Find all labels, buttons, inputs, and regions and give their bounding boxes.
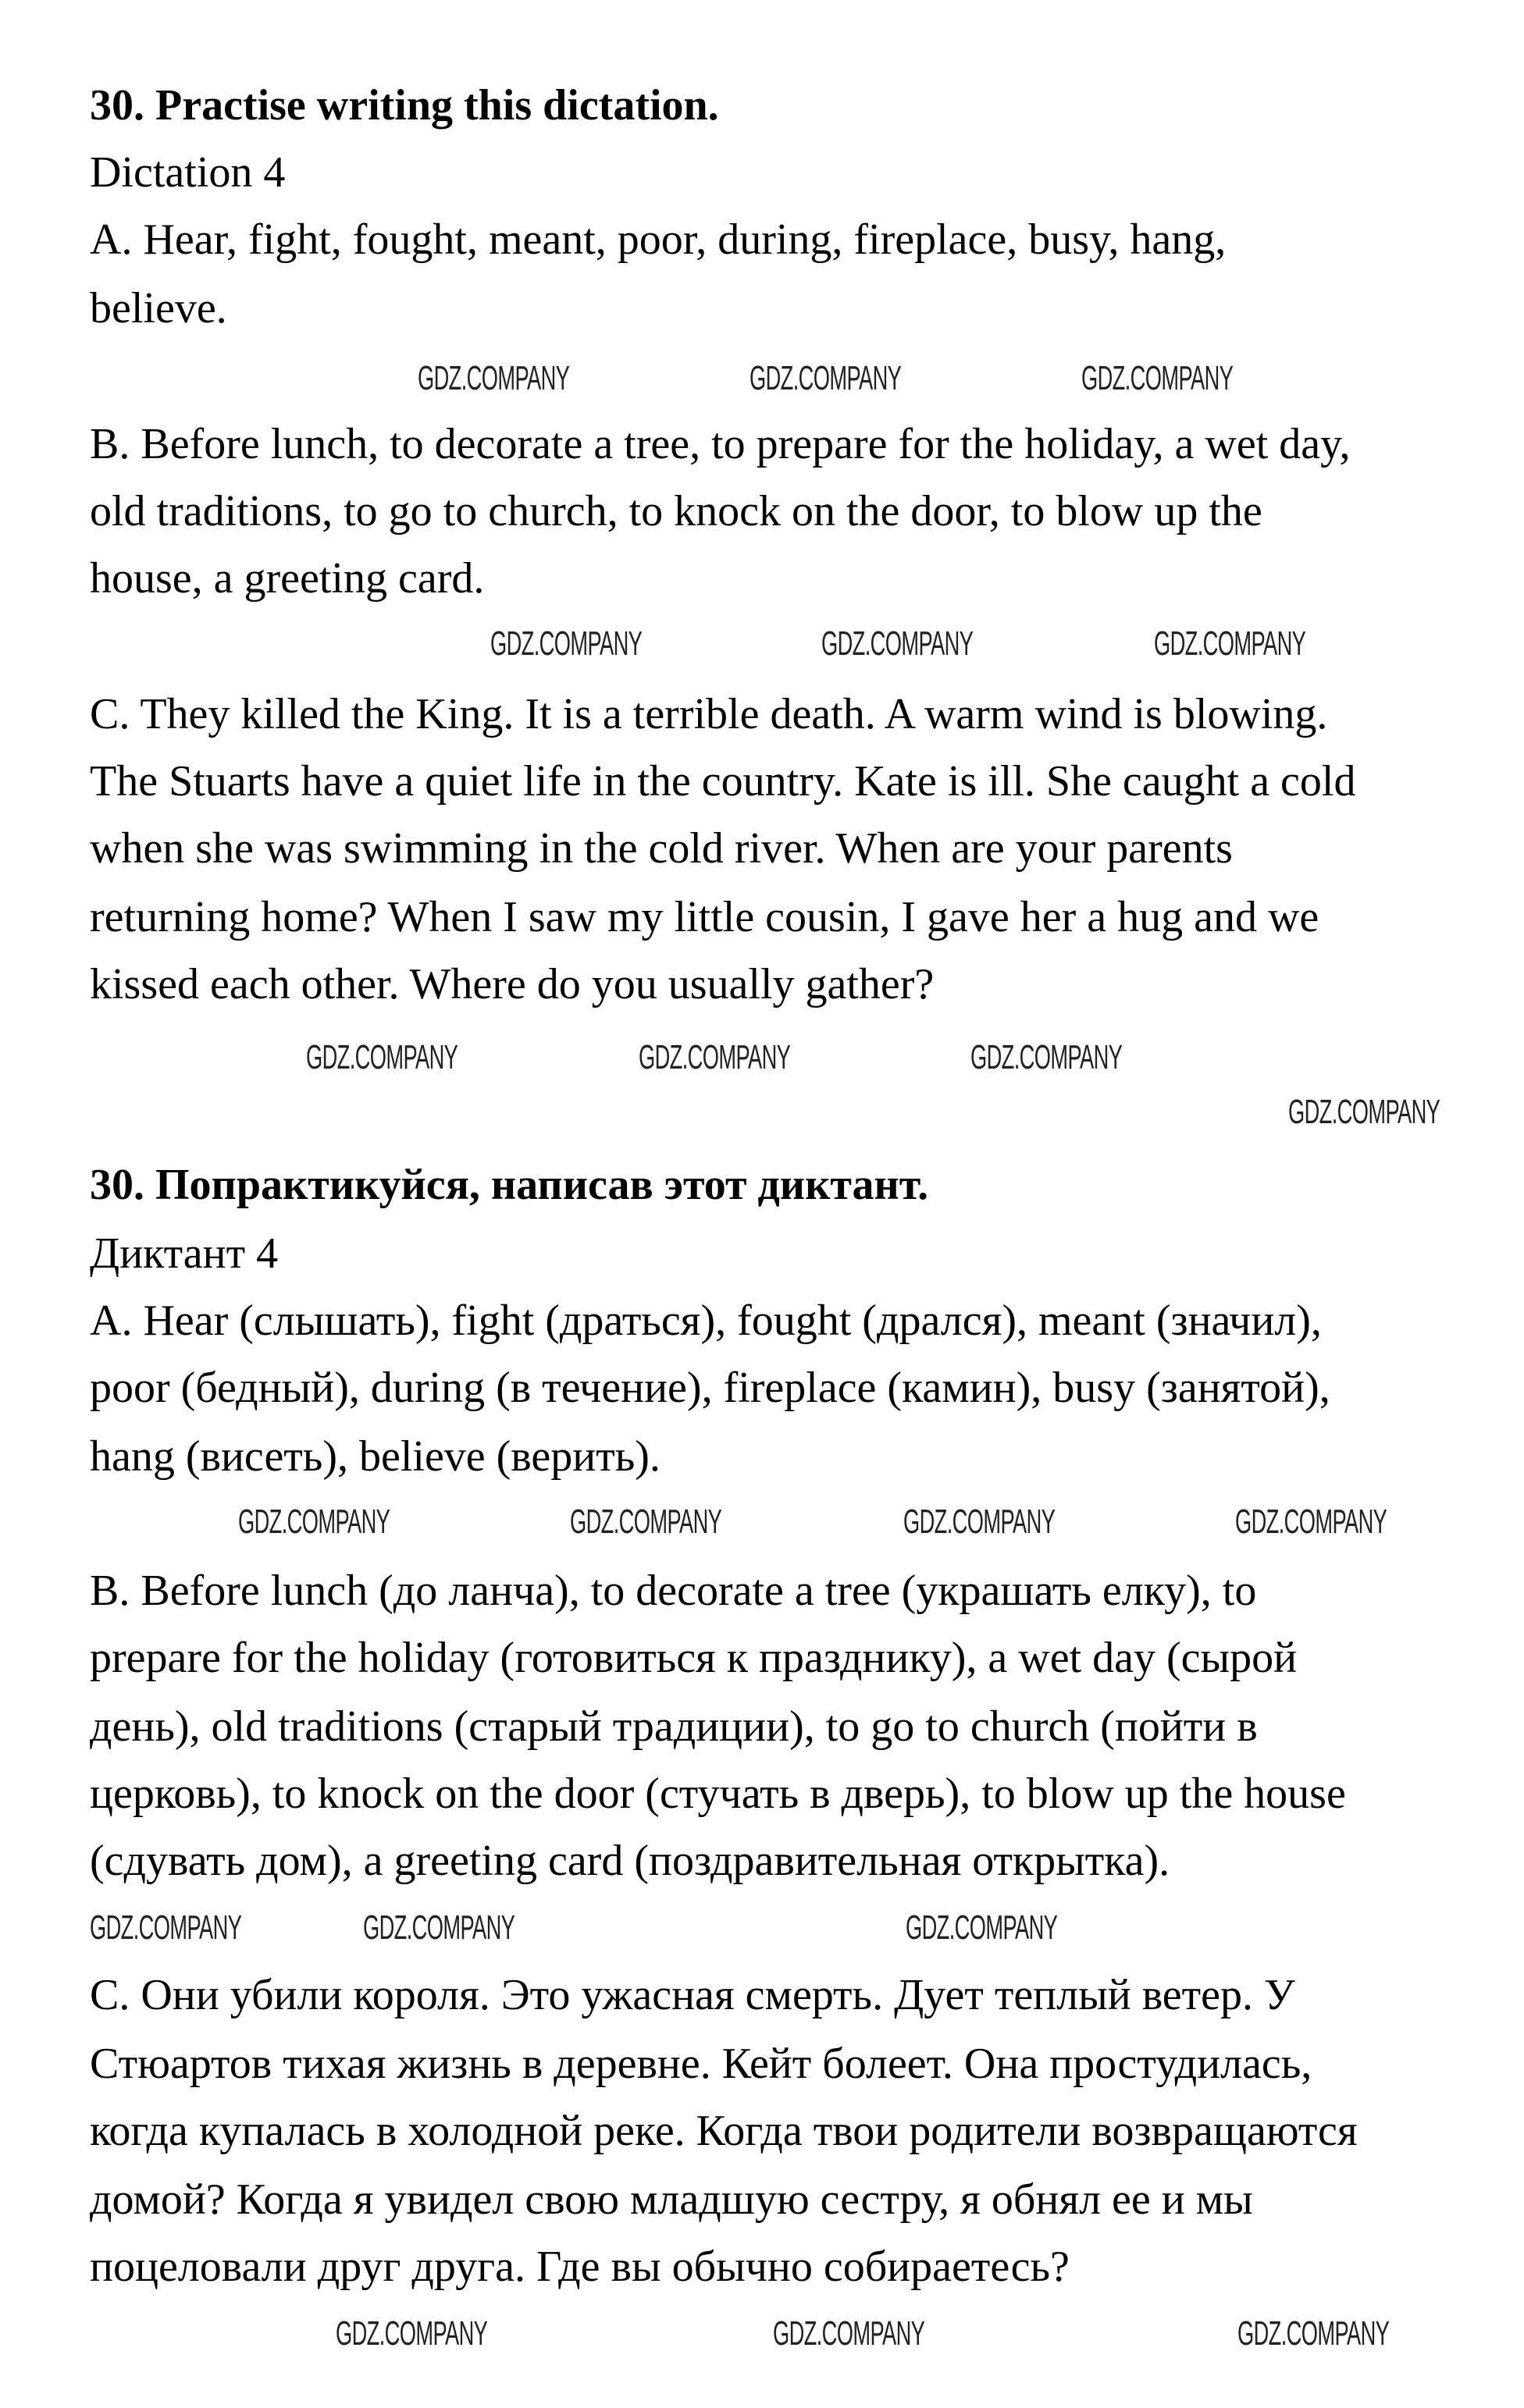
watermark: GDZ.COMPANY — [418, 359, 570, 397]
part-c-line: returning home? When I saw my little cousin, I gave her a hug and we — [90, 893, 1319, 941]
watermark: GDZ.COMPANY — [570, 1503, 722, 1541]
watermark: GDZ.COMPANY — [821, 624, 974, 663]
watermark: GDZ.COMPANY — [336, 2314, 488, 2353]
watermark: GDZ.COMPANY — [773, 2314, 925, 2353]
part-c-line-ru: Стюартов тихая жизнь в деревне. Кейт болеет. Она простудилась, — [90, 2040, 1312, 2088]
watermark: GDZ.COMPANY — [1235, 1503, 1387, 1541]
watermark: GDZ.COMPANY — [363, 1908, 515, 1947]
part-b-line-ru: (сдувать дом), a greeting card (поздравительная открытка). — [90, 1837, 1170, 1885]
watermark: GDZ.COMPANY — [1081, 359, 1234, 397]
part-a-line: A. Hear, fight, fought, meant, poor, during, fireplace, busy, hang, — [90, 215, 1227, 264]
part-a-line-ru: A. Hear (слышать), fight (драться), fought (дрался), meant (значил), — [90, 1296, 1322, 1345]
part-b-line: house, a greeting card. — [90, 554, 485, 603]
part-c-line: The Stuarts have a quiet life in the country. Kate is ill. She caught a cold — [90, 757, 1356, 806]
part-a-line: believe. — [90, 284, 227, 333]
part-b-line: old traditions, to go to church, to knock on the door, to blow up the — [90, 487, 1262, 535]
part-c-line-ru: когда купалась в холодной реке. Когда твои родители возвращаются — [90, 2107, 1358, 2155]
part-c-line: C. They killed the King. It is a terrible death. A warm wind is blowing. — [90, 690, 1328, 738]
watermark: GDZ.COMPANY — [970, 1038, 1123, 1076]
watermark: GDZ.COMPANY — [1154, 624, 1306, 663]
part-b-line-ru: B. Before lunch (до ланча), to decorate a tree (украшать елку), to — [90, 1567, 1257, 1615]
part-c-line-ru: домой? Когда я увидел свою младшую сестру, я обнял ее и мы — [90, 2175, 1253, 2224]
part-b-line-ru: prepare for the holiday (готовиться к празднику), a wet day (сырой — [90, 1634, 1298, 1682]
watermark: GDZ.COMPANY — [490, 624, 643, 663]
dictation-heading-ru: Диктант 4 — [90, 1229, 279, 1278]
watermark: GDZ.COMPANY — [1288, 1093, 1440, 1131]
watermark: GDZ.COMPANY — [639, 1038, 791, 1076]
watermark: GDZ.COMPANY — [906, 1908, 1058, 1947]
watermark: GDZ.COMPANY — [306, 1038, 458, 1076]
watermark: GDZ.COMPANY — [90, 1908, 242, 1947]
part-b-line: B. Before lunch, to decorate a tree, to prepare for the holiday, a wet day, — [90, 420, 1351, 468]
exercise-title: 30. Practise writing this dictation. — [90, 81, 719, 130]
watermark: GDZ.COMPANY — [750, 359, 902, 397]
part-c-line-ru: поцеловали друг друга. Где вы обычно собираетесь? — [90, 2243, 1070, 2291]
part-a-line-ru: poor (бедный), during (в течение), fireplace (камин), busy (занятой), — [90, 1364, 1330, 1412]
exercise-title-ru: 30. Попрактикуйся, написав этот диктант. — [90, 1161, 929, 1209]
part-a-line-ru: hang (висеть), believe (верить). — [90, 1432, 661, 1481]
part-b-line-ru: день), old traditions (старый традиции), to go to church (пойти в — [90, 1702, 1258, 1751]
part-c-line: when she was swimming in the cold river. When are your parents — [90, 824, 1233, 873]
watermark: GDZ.COMPANY — [238, 1503, 390, 1541]
watermark: GDZ.COMPANY — [903, 1503, 1056, 1541]
watermark: GDZ.COMPANY — [1237, 2314, 1390, 2353]
part-c-line-ru: С. Они убили короля. Это ужасная смерть. Дует теплый ветер. У — [90, 1971, 1295, 2019]
part-c-line: kissed each other. Where do you usually gather? — [90, 960, 935, 1008]
part-b-line-ru: церковь), to knock on the door (стучать в дверь), to blow up the house — [90, 1770, 1346, 1818]
dictation-heading: Dictation 4 — [90, 148, 286, 197]
